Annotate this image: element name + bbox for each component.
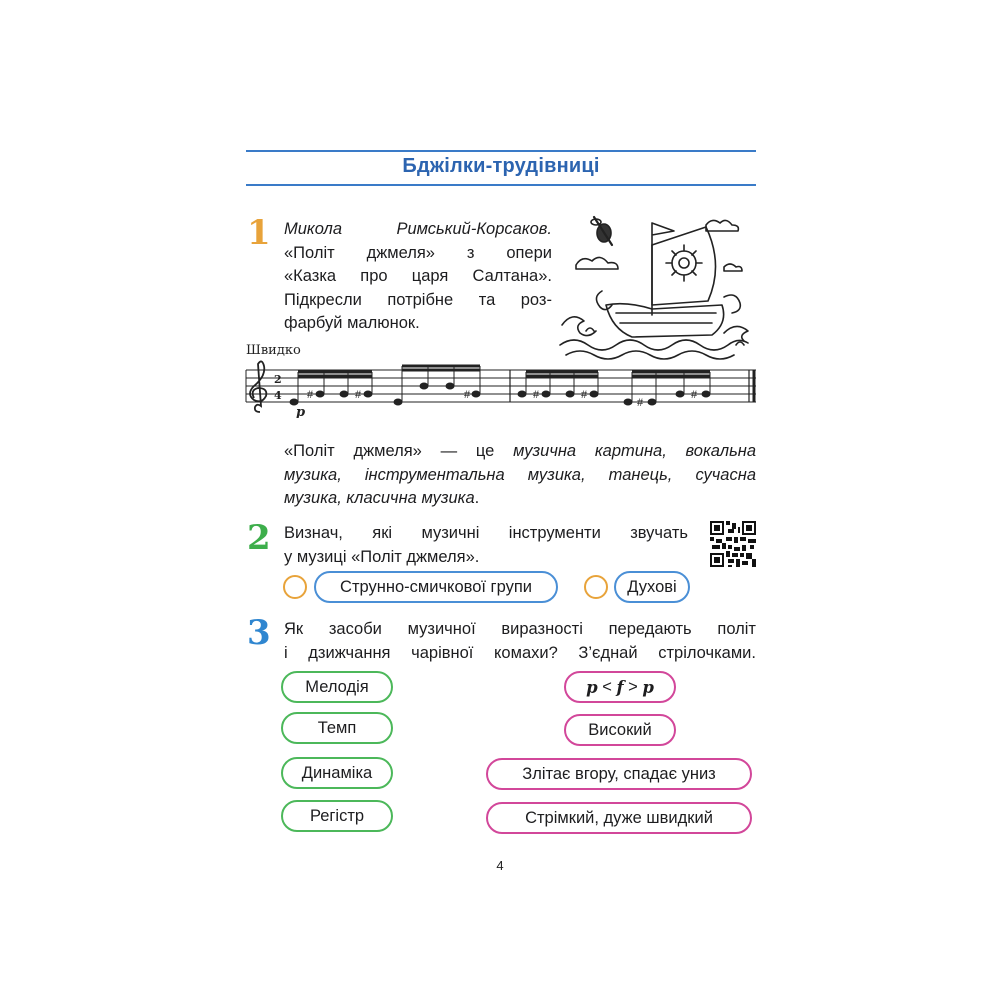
right-item-fast[interactable]: Стрімкий, дуже швидкий (486, 802, 752, 834)
task2-text (284, 522, 688, 569)
right-item-rises-falls[interactable]: Злітає вгору, спадає униз (486, 758, 752, 790)
tempo-marking: Швидко (246, 343, 301, 358)
task1-statement[interactable] (284, 440, 756, 511)
dynamic-mark-piano: p (296, 405, 306, 418)
svg-text:#: # (691, 389, 698, 401)
statement-options-1[interactable]: музична картина, вокальна (513, 442, 756, 460)
statement-options-2[interactable]: музика, інструментальна музика, танець, сучасна (284, 465, 756, 484)
treble-clef-icon (250, 361, 266, 412)
statement-end: . (474, 489, 480, 507)
task3-line-1: Як засоби музичної виразності передають політ (284, 620, 756, 638)
left-item-dynamics[interactable]: Динаміка (281, 757, 393, 789)
task1-line-2: «Політ джмеля» з опери (284, 243, 552, 262)
task3-text (284, 618, 756, 665)
svg-text:#: # (581, 389, 588, 401)
task1-line-3: «Казка про царя Салтана». (284, 267, 552, 285)
dyn-p2: p (642, 677, 654, 697)
svg-text:#: # (533, 389, 540, 401)
svg-text:#: # (637, 397, 644, 409)
svg-text:#: # (464, 389, 471, 401)
statement-prefix: «Політ джмеля» — це (284, 442, 514, 460)
bumblebee-icon (591, 217, 612, 245)
right-item-dynamics-pattern[interactable] (564, 671, 676, 703)
task1-line-1: Микола Римський-Корсаков. (284, 220, 552, 238)
page-number: 4 (496, 858, 504, 873)
task2-line-2: у музиці «Політ джмеля». (284, 547, 480, 566)
task1-line-4: Підкресли потрібне та роз- (284, 290, 552, 309)
header-rule-bottom (246, 184, 756, 186)
note-group-1 (290, 372, 372, 405)
dyn-p1: p (586, 677, 598, 697)
option-winds-button[interactable]: Духові (614, 571, 690, 603)
task1-text (284, 218, 552, 336)
task3-line-2: і дзижчання чарівної комахи? З’єднай стрілочками. (284, 643, 756, 662)
time-signature-top: 2 (274, 373, 282, 386)
left-item-register[interactable]: Регістр (281, 800, 393, 832)
option-strings-button[interactable]: Струнно-смичкової групи (314, 571, 558, 603)
answer-circle-winds[interactable] (584, 575, 608, 599)
qr-code-icon[interactable] (710, 521, 756, 567)
statement-options-3[interactable]: музика, класична музика (284, 489, 475, 507)
dyn-lt: < (597, 677, 617, 696)
task1-line-5: фарбуй малюнок. (284, 314, 420, 332)
task-number-2: 2 (247, 518, 271, 558)
dyn-f: f (616, 677, 624, 697)
task-number-3: 3 (247, 613, 271, 653)
page-title: Бджілки-трудівниці (402, 155, 600, 177)
right-item-high[interactable]: Високий (564, 714, 676, 746)
left-item-melody[interactable]: Мелодія (281, 671, 393, 703)
svg-text:#: # (307, 389, 314, 401)
task-number-1: 1 (247, 213, 271, 253)
header-rule-top (246, 150, 756, 152)
answer-circle-strings[interactable] (283, 575, 307, 599)
task2-line-1: Визнач, які музичні інструменти звучать (284, 524, 688, 542)
music-staff (244, 358, 756, 418)
ship-bumblebee-illustration[interactable] (556, 205, 758, 360)
svg-text:#: # (355, 389, 362, 401)
dyn-gt: > (623, 677, 643, 696)
left-item-tempo[interactable]: Темп (281, 712, 393, 744)
time-signature-bottom: 4 (274, 389, 282, 402)
